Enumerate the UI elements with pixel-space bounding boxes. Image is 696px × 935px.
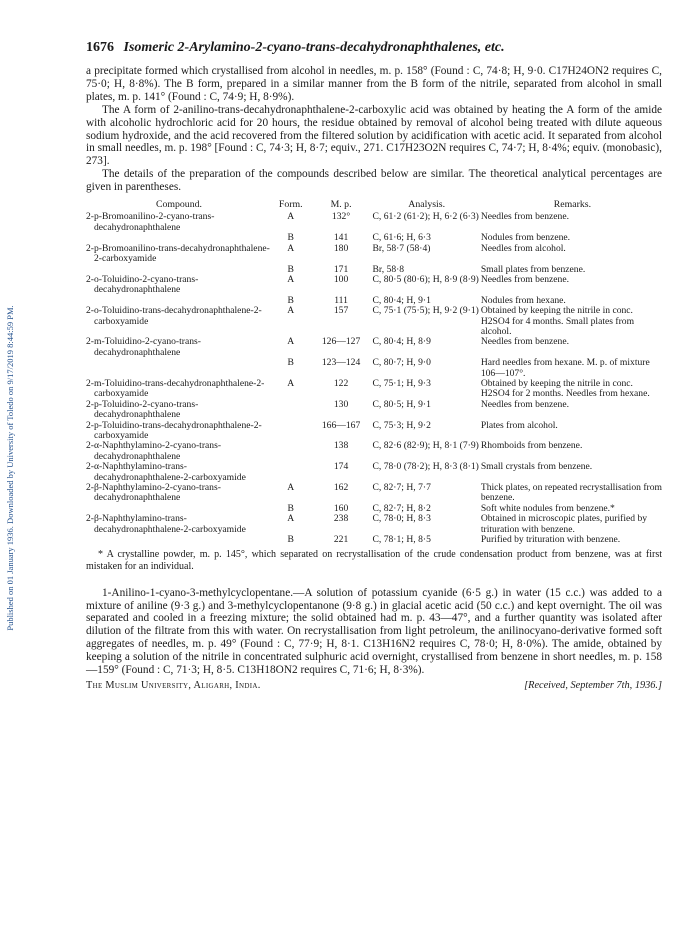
cell-analysis: C, 78·0 (78·2); H, 8·3 (8·1) [372, 461, 479, 473]
table-row [86, 306, 664, 337]
cell-mp: 123—124 [321, 357, 361, 369]
cell-form: B [287, 534, 294, 546]
cell-remarks: Needles from alcohol. [480, 242, 566, 254]
section-gap [86, 573, 662, 587]
cell-analysis: C, 75·1 (75·5); H, 9·2 (9·1) [372, 305, 479, 317]
header-form: Form. [278, 199, 303, 211]
final-paragraph: 1-Anilino-1-cyano-3-methylcyclopentane.—A solution of potassium cyanide (6·5 g.) in water (15 c.c.) was added to a mixture of aniline (9·3 g.) and 3-methylcyclopentanone (9·8 g.) in glacial acetic acid (50 c.c.) and kept overnight. The oil was separated and cooled in a freezing mixture; the solid obtained had m. p. 43—47°, and a further quantity was isolated after dilution of the filtrate from this with water. On recrystallisation from light petroleum, the anilinocyano-derivative formed soft aggregates of needles, m. p. 49° (Found : C, 77·9; H, 8·1. C13H16N2 requires C, 78·0; H, 8·0%). The amide, obtained by keeping a solution of the nitrile in concentrated sulphuric acid overnight, crystallised from benzene in short needles, m. p. 158—159° (Found : C, 71·3; H, 8·5. C13H18ON2 requires C, 71·6; H, 8·3%). [86, 586, 662, 677]
cell-mp: 100 [333, 273, 349, 285]
affiliation: The Muslim University, Aligarh, India. [86, 680, 261, 691]
page-content [86, 40, 662, 691]
cell-remarks: Small plates from benzene. [480, 263, 586, 275]
cell-remarks: Needles from benzene. [480, 398, 569, 410]
table-row [86, 379, 664, 400]
table-row [86, 337, 664, 358]
cell-remarks: Hard needles from hexane. M. p. of mixture 106—107°. [480, 357, 650, 379]
table-row [86, 212, 664, 233]
cell-compound: 2-m-Toluidino-2-cyano-trans-decahydronaphthalene [86, 336, 201, 358]
cell-compound: 2-α-Naphthylamino-2-cyano-trans-decahydronaphthalene [86, 440, 222, 462]
cell-compound: 2-o-Toluidino-2-cyano-trans-decahydronaphthalene [86, 273, 199, 296]
cell-remarks: Plates from alcohol. [480, 419, 558, 431]
cell-form [272, 400, 310, 421]
table-row [86, 244, 664, 265]
cell-analysis: C, 75·3; H, 9·2 [372, 419, 431, 431]
cell-analysis: C, 82·6 (82·9); H, 8·1 (7·9) [372, 440, 479, 452]
header-analysis: Analysis. [408, 199, 446, 211]
header-mp: M. p. [330, 199, 352, 211]
cell-form: A [287, 336, 295, 348]
cell-form: A [287, 305, 295, 317]
cell-compound: 2-α-Naphthylamino-trans-decahydronaphthalene-2-carboxyamide [86, 461, 246, 483]
cell-compound [86, 358, 272, 379]
cell-analysis: C, 75·1; H, 9·3 [372, 377, 431, 389]
cell-analysis: C, 80·5 (80·6); H, 8·9 (8·9) [372, 273, 479, 285]
table-row [86, 421, 664, 442]
cell-analysis: C, 78·0; H, 8·3 [372, 513, 431, 525]
cell-form: A [287, 211, 295, 223]
cell-compound: 2-p-Bromoanilino-2-cyano-trans-decahydronaphthalene [86, 211, 215, 233]
cell-analysis: C, 61·2 (61·2); H, 6·2 (6·3) [372, 211, 479, 223]
cell-mp: 130 [333, 398, 349, 410]
cell-remarks: Nodules from hexane. [480, 294, 566, 306]
table-row [86, 483, 664, 504]
received-date: [Received, September 7th, 1936.] [524, 680, 662, 691]
cell-form: B [287, 357, 294, 369]
cell-form: B [287, 294, 294, 306]
cell-mp: 221 [333, 534, 349, 546]
cell-form [272, 462, 310, 483]
paragraph-3: The details of the preparation of the compounds described below are similar. The theoretical analytical percentages are given in parentheses. [86, 168, 662, 194]
cell-remarks: Needles from benzene. [480, 211, 569, 223]
article-footer [86, 680, 662, 691]
header-remarks: Remarks. [553, 199, 592, 211]
cell-analysis: C, 80·5; H, 9·1 [372, 398, 431, 410]
table-row [86, 514, 664, 535]
running-title: Isomeric 2-Arylamino-2-cyano-trans-decahydronaphthalenes, etc. [123, 40, 505, 55]
compounds-table [86, 200, 664, 545]
cell-compound: 2-o-Toluidino-trans-decahydronaphthalene-2-carboxyamide [86, 305, 262, 327]
cell-compound: 2-p-Toluidino-2-cyano-trans-decahydronaphthalene [86, 398, 199, 421]
cell-mp: 162 [333, 482, 349, 494]
header-compound: Compound. [155, 199, 202, 211]
cell-analysis: C, 78·1; H, 8·5 [372, 534, 431, 546]
cell-form: A [287, 377, 295, 389]
cell-form: A [287, 242, 295, 254]
cell-remarks: Nodules from benzene. [480, 232, 571, 244]
download-watermark [3, 120, 17, 820]
running-header [86, 40, 662, 56]
cell-analysis: C, 80·4; H, 9·1 [372, 294, 431, 306]
cell-remarks: Needles from benzene. [480, 273, 569, 285]
table-row [86, 400, 664, 421]
cell-analysis: Br, 58·8 [372, 263, 405, 275]
cell-form: A [287, 273, 295, 285]
cell-mp: 174 [333, 461, 349, 473]
cell-remarks: Purified by trituration with benzene. [480, 534, 621, 546]
cell-mp: 171 [333, 263, 349, 275]
cell-form: A [287, 482, 295, 494]
cell-remarks: Obtained in microscopic plates, purified by trituration with benzene. [480, 513, 648, 535]
cell-mp: 122 [333, 377, 349, 389]
cell-mp: 238 [333, 513, 349, 525]
cell-mp: 166—167 [321, 419, 361, 431]
cell-analysis: C, 80·7; H, 9·0 [372, 357, 431, 369]
table-row [86, 358, 664, 379]
cell-analysis: C, 82·7; H, 8·2 [372, 502, 431, 514]
cell-remarks: Thick plates, on repeated recrystallisation from benzene. [480, 482, 662, 504]
cell-analysis: Br, 58·7 (58·4) [372, 242, 431, 254]
table-row [86, 441, 664, 462]
cell-remarks: Needles from benzene. [480, 336, 569, 348]
cell-analysis: C, 82·7; H, 7·7 [372, 482, 431, 494]
cell-mp: 138 [333, 440, 349, 452]
cell-mp: 132° [331, 211, 351, 223]
footnote: * A crystalline powder, m. p. 145°, which separated on recrystallisation of the crude condensation product from benzene, was at first mistaken for an individual. [86, 549, 662, 573]
page-number: 1676 [86, 40, 114, 55]
paragraph-2: The A form of 2-anilino-trans-decahydronaphthalene-2-carboxylic acid was obtained by heating the A form of the amide with alcoholic hydrochloric acid for 20 hours, the residue obtained by removal of alcohol being treated with dilute aqueous sodium hydroxide, and the acid recovered from the filtered solution by acidification with acetic acid. It separated from alcohol in small needles, m. p. 198° [Found : C, 74·3; H, 8·7; equiv., 271. C17H23O2N requires C, 74·7; H, 8·4%; equiv. (monobasic), 273]. [86, 103, 662, 168]
cell-mp: 126—127 [321, 336, 361, 348]
cell-analysis: C, 80·4; H, 8·9 [372, 336, 431, 348]
cell-mp: 111 [334, 294, 348, 306]
cell-form [272, 421, 310, 442]
cell-compound: 2-β-Naphthylamino-2-cyano-trans-decahydronaphthalene [86, 482, 221, 504]
paragraph-1: a precipitate formed which crystallised from alcohol in needles, m. p. 158° (Found : C, 74·8; H, 9·0. C17H24ON2 requires C, 75·0; H, 8·8%). The B form, prepared in a similar manner from the B form of the nitrile, separated from alcohol in small plates, m. p. 141° (Found : C, 74·9; H, 8·9%). [86, 65, 662, 103]
cell-compound: 2-m-Toluidino-trans-decahydronaphthalene-2-carboxyamide [86, 377, 265, 400]
cell-compound: 2-p-Toluidino-trans-decahydronaphthalene-2-carboxyamide [86, 419, 262, 441]
table-body [86, 212, 664, 545]
cell-form: A [287, 513, 295, 525]
cell-remarks: Rhomboids from benzene. [480, 440, 583, 452]
cell-mp: 157 [333, 305, 349, 317]
cell-remarks: Small crystals from benzene. [480, 461, 593, 473]
cell-compound: 2-β-Naphthylamino-trans-decahydronaphthalene-2-carboxyamide [86, 513, 246, 535]
cell-form: B [287, 502, 294, 514]
cell-remarks: Soft white nodules from benzene.* [480, 502, 615, 514]
table-row [86, 462, 664, 483]
cell-remarks: Obtained by keeping the nitrile in conc. H2SO4 for 4 months. Small plates from alcohol. [480, 305, 635, 337]
cell-compound: 2-p-Bromoanilino-trans-decahydronaphthalene-2-carboxyamide [86, 242, 270, 265]
cell-mp: 180 [333, 242, 349, 254]
cell-compound [86, 535, 272, 545]
table-row [86, 275, 664, 296]
cell-remarks: Obtained by keeping the nitrile in conc. H2SO4 for 2 months. Needles from hexane. [480, 377, 650, 400]
download-watermark-text: Published on 01 January 1936. Downloaded by University of Toledo on 9/17/2019 8:44:59 PM. [5, 305, 15, 631]
cell-analysis: C, 61·6; H, 6·3 [372, 232, 431, 244]
cell-mp: 160 [333, 502, 349, 514]
table-row [86, 535, 664, 545]
cell-mp: 141 [333, 232, 349, 244]
cell-form: B [287, 232, 294, 244]
cell-form [272, 441, 310, 462]
cell-form: B [287, 263, 294, 275]
